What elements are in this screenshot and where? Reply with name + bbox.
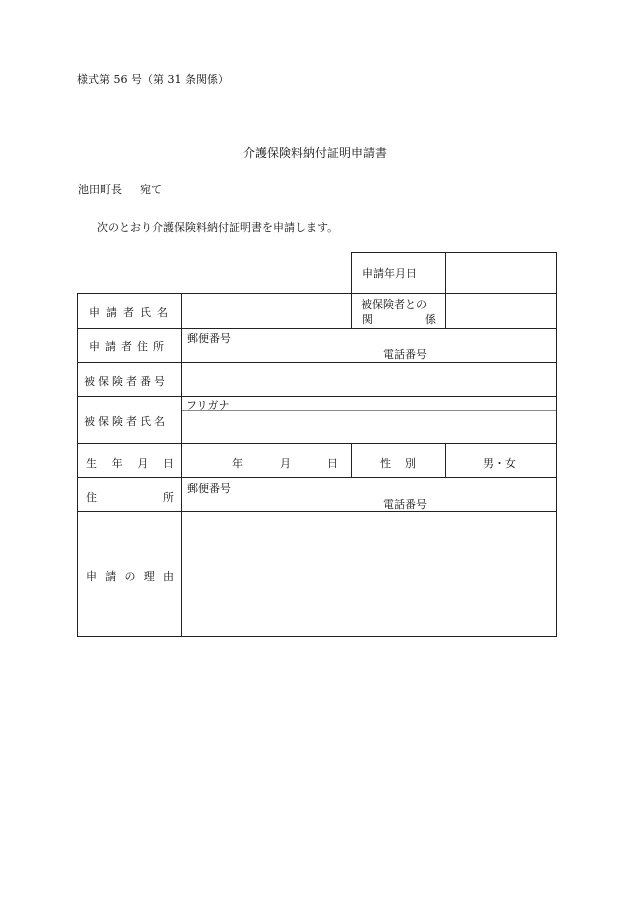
applicant-address-field[interactable]	[182, 329, 556, 362]
intro-text: 次のとおり介護保険料納付証明書を申請します。	[97, 221, 339, 234]
birthdate-field[interactable]	[182, 444, 351, 477]
birth-day-unit: 日	[327, 457, 338, 470]
reason-label-char2: 請	[105, 570, 117, 583]
furigana-field[interactable]	[240, 397, 556, 410]
reason-label-char3: の	[124, 570, 136, 583]
relationship-label-line2	[362, 311, 438, 327]
applicant-name-field[interactable]	[182, 294, 351, 328]
address-label-char2: 所	[163, 491, 174, 504]
insured-number-label: 被保険者番号	[84, 375, 168, 388]
reason-label-char1: 申	[86, 570, 97, 583]
postal-code-label-2: 郵便番号	[187, 482, 231, 495]
birthdate-label-char2: 年	[111, 457, 123, 470]
insured-number-field[interactable]	[182, 363, 556, 396]
address-label-char1: 住	[86, 491, 97, 504]
reason-label-char4: 理	[143, 570, 155, 583]
birthdate-label	[86, 455, 176, 471]
birthdate-label-char4: 日	[162, 457, 174, 470]
application-date-label: 申請年月日	[362, 267, 417, 280]
application-date-field[interactable]	[446, 253, 556, 293]
relationship-label-char1: 関	[362, 313, 373, 326]
birth-month-unit: 月	[280, 457, 291, 470]
sex-label: 性別	[380, 457, 430, 470]
relationship-field[interactable]	[446, 294, 556, 328]
addressee-name: 池田町長	[78, 183, 122, 196]
relationship-label-char2: 係	[425, 313, 436, 326]
address-field[interactable]	[182, 478, 556, 511]
applicant-name-label: 申請者氏名	[89, 306, 174, 319]
relationship-label-line1: 被保険者との	[361, 298, 427, 311]
phone-label-2: 電話番号	[383, 498, 427, 511]
addressee-suffix: 宛て	[140, 183, 162, 196]
form-number: 様式第 56 号（第 31 条関係）	[77, 73, 229, 86]
addressee	[78, 181, 162, 197]
postal-code-label-1: 郵便番号	[187, 332, 231, 345]
applicant-address-label: 申請者住所	[89, 340, 169, 353]
document-title: 介護保険料納付証明申請書	[242, 146, 387, 160]
address-label	[86, 489, 176, 505]
insured-name-field[interactable]	[182, 411, 556, 443]
sex-options[interactable]: 男・女	[483, 457, 516, 470]
reason-label	[86, 568, 176, 584]
birthdate-label-char3: 月	[137, 457, 149, 470]
furigana-label: フリガナ	[186, 399, 230, 412]
reason-field[interactable]	[182, 512, 556, 636]
birthdate-label-char1: 生	[86, 457, 97, 470]
birth-year-unit: 年	[232, 457, 243, 470]
phone-label-1: 電話番号	[383, 348, 427, 361]
reason-label-char5: 由	[163, 570, 174, 583]
insured-name-label: 被保険者氏名	[84, 415, 168, 428]
